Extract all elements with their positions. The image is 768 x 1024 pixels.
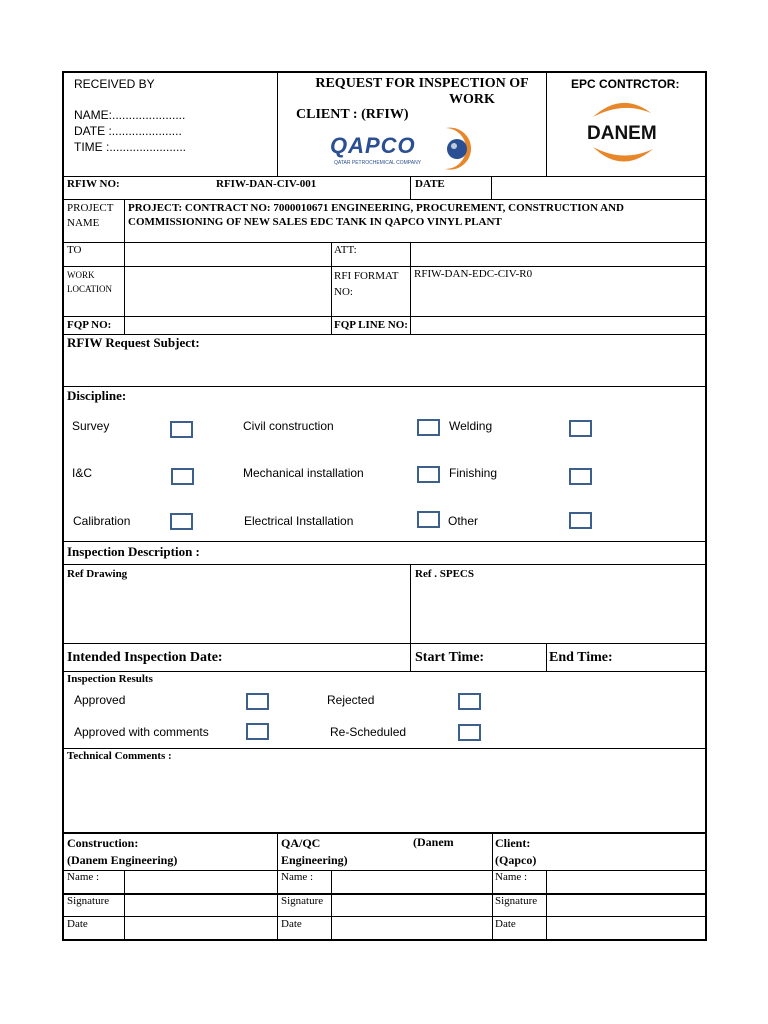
construction-date-label: Date [67, 918, 88, 930]
intended-inspection-date-label: Intended Inspection Date: [67, 650, 223, 665]
discipline-calibration-label: Calibration [73, 514, 131, 528]
received-date-field: DATE :..................... [74, 124, 182, 138]
approved-label: Approved [74, 693, 126, 707]
work-location-label-line1: WORK [67, 270, 95, 280]
start-time-label: Start Time: [415, 650, 485, 665]
fqp-line-no-label: FQP LINE NO: [334, 319, 408, 331]
rfi-format-label [334, 268, 399, 300]
rejected-label: Rejected [327, 693, 375, 707]
approved-checkbox[interactable] [246, 693, 269, 710]
discipline-welding-checkbox[interactable] [569, 420, 592, 437]
discipline-ic-checkbox[interactable] [171, 468, 194, 485]
ref-drawing-label: Ref Drawing [67, 568, 128, 580]
client-date-label: Date [495, 918, 516, 930]
discipline-electrical-label: Electrical Installation [244, 514, 354, 528]
ref-drawing-field[interactable] [65, 583, 409, 642]
qapco-logo-text: QAPCO [330, 133, 416, 158]
received-time-field: TIME :....................... [74, 140, 187, 154]
discipline-survey-label: Survey [72, 419, 110, 433]
discipline-ic-label: I&C [72, 466, 93, 480]
work-location-label-line2: LOCATION [67, 284, 112, 294]
client-date-field[interactable] [547, 917, 704, 939]
request-subject-field[interactable] [65, 353, 704, 386]
work-location-field[interactable] [125, 267, 330, 316]
rfi-format-label-line2: NO: [334, 286, 353, 298]
technical-comments-field[interactable] [65, 765, 704, 831]
ref-specs-field[interactable] [411, 583, 704, 642]
received-by-label: RECEIVED BY [74, 77, 155, 91]
discipline-calibration-checkbox[interactable] [170, 513, 193, 530]
inspection-description-label: Inspection Description : [67, 544, 200, 559]
discipline-civil-label: Civil construction [243, 419, 334, 433]
qaqc-date-label: Date [281, 918, 302, 930]
project-name-label-line1: PROJECT [67, 202, 114, 214]
client-signature-field[interactable] [547, 895, 704, 916]
to-field[interactable] [125, 243, 330, 265]
form-title [278, 76, 546, 108]
qapco-logo-subtitle: QATAR PETROCHEMICAL COMPANY [334, 160, 422, 166]
date-field[interactable] [492, 177, 704, 198]
danem-logo-text: DANEM [587, 123, 657, 144]
rfi-format-value: RFIW-DAN-EDC-CIV-R0 [414, 268, 533, 280]
discipline-finishing-checkbox[interactable] [569, 468, 592, 485]
construction-header-line1: Construction: [67, 836, 139, 850]
client-header [495, 835, 536, 869]
discipline-other-checkbox[interactable] [569, 512, 592, 529]
fqp-line-no-field[interactable] [411, 317, 704, 333]
to-label: TO [67, 244, 82, 256]
qaqc-date-field[interactable] [332, 917, 491, 939]
form-title-line1: REQUEST FOR INSPECTION OF [315, 76, 529, 91]
client-signature-label: Signature [495, 895, 538, 907]
construction-name-field[interactable] [125, 871, 276, 892]
technical-comments-label: Technical Comments : [67, 750, 172, 762]
rfiw-no-value: RFIW-DAN-CIV-001 [216, 178, 317, 190]
rfiw-form [62, 71, 707, 941]
work-location-label [67, 268, 112, 296]
qaqc-signature-field[interactable] [332, 895, 491, 916]
discipline-finishing-label: Finishing [449, 466, 498, 480]
project-name-label-line2: NAME [67, 217, 100, 229]
discipline-mechanical-label: Mechanical installation [243, 466, 364, 480]
client-header-line1: Client: [495, 836, 531, 850]
qapco-logo [326, 125, 496, 171]
att-field[interactable] [411, 243, 704, 265]
qaqc-header-line1: QA/QC [281, 836, 321, 850]
rescheduled-label: Re-Scheduled [330, 725, 407, 739]
client-name-label: Name : [495, 871, 528, 883]
qaqc-header-line2: Engineering) [281, 853, 348, 867]
project-name-value-line2: COMMISSIONING OF NEW SALES EDC TANK IN QAPCO VINYL PLANT [128, 216, 502, 228]
received-name-field: NAME:...................... [74, 108, 186, 122]
rescheduled-checkbox[interactable] [458, 724, 481, 741]
qaqc-header-danem: (Danem [413, 835, 454, 849]
project-name-label [67, 201, 113, 231]
project-name-value [128, 201, 624, 229]
client-header-line2: (Qapco) [495, 853, 537, 867]
construction-name-label: Name : [67, 871, 100, 883]
project-name-value-line1: PROJECT: CONTRACT NO: 7000010671 ENGINEERING, PROCUREMENT, CONSTRUCTION AND [128, 202, 624, 214]
request-subject-label: RFIW Request Subject: [67, 335, 200, 350]
construction-date-field[interactable] [125, 917, 276, 939]
qaqc-header [281, 835, 348, 869]
rfi-format-label-line1: RFI FORMAT [334, 270, 399, 282]
approved-with-comments-label: Approved with comments [74, 725, 209, 739]
date-label: DATE [415, 178, 445, 190]
end-time-label: End Time: [549, 650, 613, 665]
discipline-mechanical-checkbox[interactable] [417, 466, 440, 483]
discipline-other-label: Other [448, 514, 479, 528]
fqp-no-label: FQP NO: [67, 319, 112, 331]
client-name-field[interactable] [547, 871, 704, 892]
approved-with-comments-checkbox[interactable] [246, 723, 269, 740]
construction-header [67, 835, 177, 869]
discipline-label: Discipline: [67, 388, 127, 403]
qaqc-name-field[interactable] [332, 871, 491, 892]
fqp-no-field[interactable] [125, 317, 330, 333]
client-label: CLIENT : (RFIW) [296, 107, 409, 122]
danem-logo [585, 95, 660, 169]
construction-signature-field[interactable] [125, 895, 276, 916]
discipline-survey-checkbox[interactable] [170, 421, 193, 438]
qaqc-signature-label: Signature [281, 895, 324, 907]
discipline-electrical-checkbox[interactable] [417, 511, 440, 528]
epc-contractor-label: EPC CONTRCTOR: [571, 77, 680, 91]
discipline-welding-label: Welding [449, 419, 493, 433]
construction-header-line2: (Danem Engineering) [67, 853, 178, 867]
inspection-results-label: Inspection Results [67, 673, 153, 685]
att-label: ATT: [334, 244, 357, 256]
form-title-line2: WORK [449, 92, 495, 107]
rfiw-no-label: RFIW NO: [67, 178, 120, 190]
discipline-civil-checkbox[interactable] [417, 419, 440, 436]
qaqc-name-label: Name : [281, 871, 314, 883]
ref-specs-label: Ref . SPECS [415, 568, 474, 580]
rejected-checkbox[interactable] [458, 693, 481, 710]
construction-signature-label: Signature [67, 895, 110, 907]
